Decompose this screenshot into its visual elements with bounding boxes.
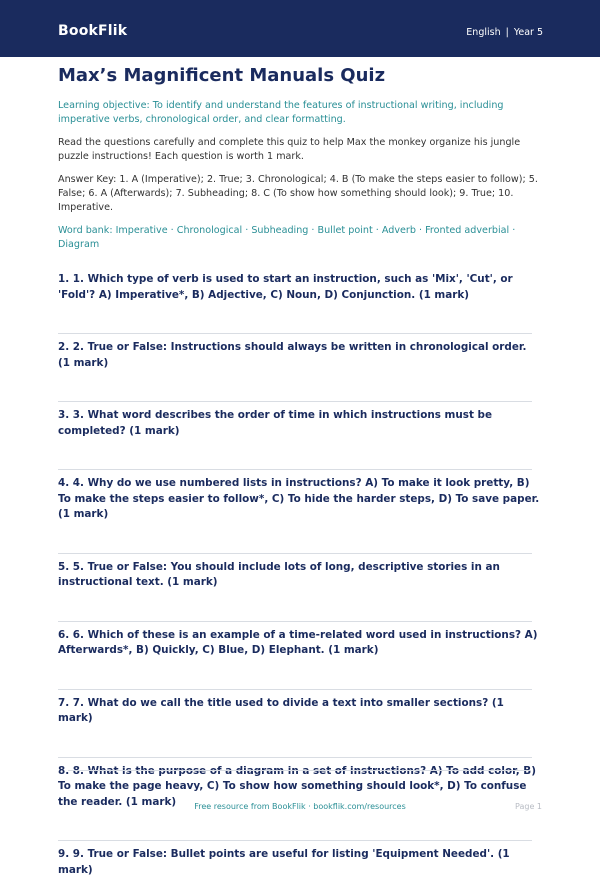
answer-space[interactable] xyxy=(58,303,542,333)
question-2: 2. 2. True or False: Instructions should always be written in chronological order. (1 mark) xyxy=(58,341,527,369)
answer-space[interactable] xyxy=(58,591,542,621)
word-bank: Word bank: Imperative · Chronological · Subheading · Bullet point · Adverb · Fronted adverbial · Diagram xyxy=(58,225,516,250)
question-4: 4. 4. Why do we use numbered lists in instructions? A) To make it look pretty, B) To make the steps easier to follow*, C) To hide the harder steps, D) To save paper. (1 mark) xyxy=(58,477,540,520)
answer-space[interactable] xyxy=(58,523,542,553)
question-3: 3. 3. What word describes the order of time in which instructions must be completed? (1 mark) xyxy=(58,409,493,437)
question-9: 9. 9. True or False: Bullet points are useful for listing 'Equipment Needed'. (1 mark) xyxy=(58,848,510,876)
question-list xyxy=(58,272,542,878)
learning-objective: Learning objective: To identify and understand the features of instructional writing, including imperative verbs, chronological order, and clear formatting. xyxy=(58,100,504,125)
footer-resource-link[interactable]: Free resource from BookFlik · bookflik.com/resources xyxy=(194,802,406,811)
answer-space[interactable] xyxy=(58,439,542,469)
subject-year-label xyxy=(466,27,543,38)
instructions-text: Read the questions carefully and complete this quiz to help Max the monkey organize his jungle puzzle instructions! Each question is worth 1 mark. xyxy=(58,137,521,162)
answer-space[interactable] xyxy=(58,659,542,689)
page-header xyxy=(0,0,600,57)
meta-separator: | xyxy=(505,27,509,38)
brand-logo-text[interactable]: BookFlik xyxy=(58,23,128,39)
question-5: 5. 5. True or False: You should include lots of long, descriptive stories in an instructional text. (1 mark) xyxy=(58,560,500,588)
question-8: 8. 8. What is the purpose of a diagram in a set of instructions? A) To add color, B) To make the page heavy, C) To show how something should look*, D) To confuse the reader. (1 mark) xyxy=(58,764,536,808)
page-number: Page 1 xyxy=(515,802,542,811)
answer-space[interactable] xyxy=(58,371,542,401)
footer-divider xyxy=(68,770,531,771)
question-6: 6. 6. Which of these is an example of a time-related word used in instructions? A) Afterwards*, B) Quickly, C) Blue, D) Elephant. (1 mark) xyxy=(58,628,538,656)
subject-label: English xyxy=(466,27,501,38)
question-1: 1. 1. Which type of verb is used to start an instruction, such as 'Mix', 'Cut', or 'Fold'? A) Imperative*, B) Adjective, C) Noun, D) Conjunction. (1 mark) xyxy=(58,273,513,301)
page-title: Max’s Magnificent Manuals Quiz xyxy=(58,65,386,86)
answer-key: Answer Key: 1. A (Imperative); 2. True; 3. Chronological; 4. B (To make the steps easier to follow); 5. False; 6. A (Afterwards); 7. Subheading; 8. C (To show how something should look); 9. True; 10. Imperative. xyxy=(58,174,538,213)
question-7: 7. 7. What do we call the title used to divide a text into smaller sections? (1 mark) xyxy=(58,696,504,724)
answer-space[interactable] xyxy=(58,727,542,757)
answer-space[interactable] xyxy=(58,810,542,840)
year-label: Year 5 xyxy=(513,27,543,38)
worksheet-content xyxy=(58,64,542,878)
